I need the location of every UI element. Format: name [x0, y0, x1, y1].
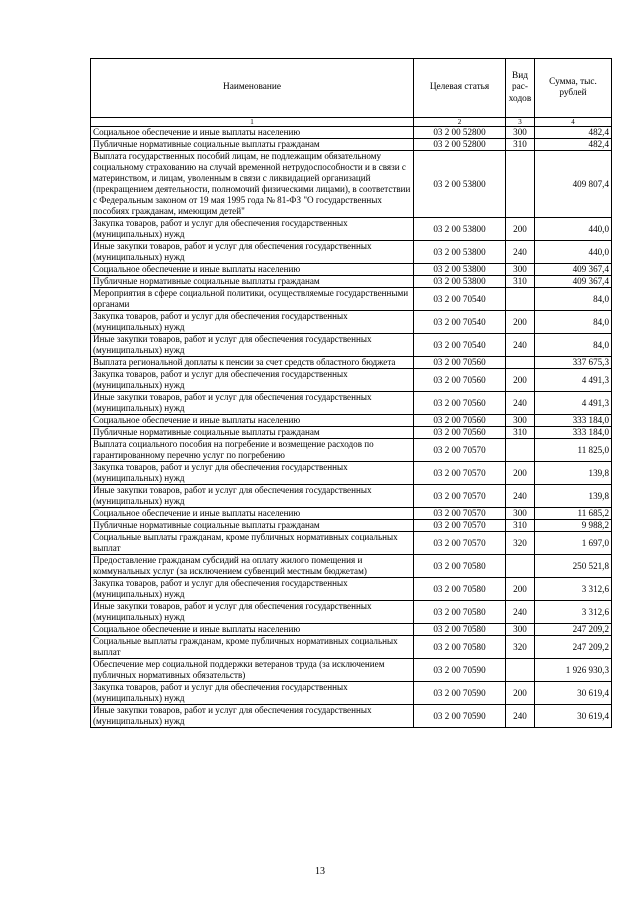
- row-sum: 84,0: [535, 311, 612, 334]
- header-sum: Сумма, тыс. рублей: [535, 59, 612, 118]
- table-row: [91, 508, 612, 520]
- table-row: [91, 276, 612, 288]
- row-code: 03 2 00 70570: [414, 508, 506, 520]
- row-sum: 333 184,0: [535, 427, 612, 439]
- row-name: Социальное обеспечение и иные выплаты населению: [91, 415, 414, 427]
- row-type: 200: [506, 369, 535, 392]
- row-code: 03 2 00 70560: [414, 392, 506, 415]
- row-code: 03 2 00 70580: [414, 555, 506, 578]
- table-row: [91, 555, 612, 578]
- row-type: 240: [506, 601, 535, 624]
- row-name: Публичные нормативные социальные выплаты гражданам: [91, 427, 414, 439]
- row-name: Предоставление гражданам субсидий на оплату жилого помещения и коммунальных услуг (за исключением субвенций местным бюджетам): [91, 555, 414, 578]
- row-code: 03 2 00 53800: [414, 151, 506, 218]
- row-name: Выплата государственных пособий лицам, не подлежащим обязательному социальному страхованию на случай временной нетрудоспособности и в связи с материнством, и лицам, уволенным в связи с ликвидацией организаций (прекращением деятельности, полномочий физическими лицами), в соответствии с Федеральным законом от 19 мая 1995 года № 81-ФЗ "О государственных пособиях гражданам, имеющим детей": [91, 151, 414, 218]
- row-sum: 11 825,0: [535, 439, 612, 462]
- table-row: [91, 311, 612, 334]
- row-sum: 482,4: [535, 127, 612, 139]
- row-sum: 4 491,3: [535, 392, 612, 415]
- table-row: [91, 218, 612, 241]
- table-row: [91, 139, 612, 151]
- column-number-row: [91, 118, 612, 127]
- row-code: 03 2 00 70540: [414, 311, 506, 334]
- row-name: Иные закупки товаров, работ и услуг для обеспечения государственных (муниципальных) нужд: [91, 601, 414, 624]
- row-name: Мероприятия в сфере социальной политики, осуществляемые государственными органами: [91, 288, 414, 311]
- row-code: 03 2 00 53800: [414, 218, 506, 241]
- row-sum: 84,0: [535, 334, 612, 357]
- table-row: [91, 357, 612, 369]
- row-type: 200: [506, 578, 535, 601]
- row-name: Социальные выплаты гражданам, кроме публичных нормативных социальных выплат: [91, 636, 414, 659]
- row-name: Иные закупки товаров, работ и услуг для обеспечения государственных (муниципальных) нужд: [91, 334, 414, 357]
- row-code: 03 2 00 70540: [414, 334, 506, 357]
- table-row: [91, 659, 612, 682]
- row-sum: 30 619,4: [535, 682, 612, 705]
- row-type: 240: [506, 334, 535, 357]
- table-row: [91, 636, 612, 659]
- row-code: 03 2 00 70560: [414, 415, 506, 427]
- table-row: [91, 624, 612, 636]
- row-sum: 4 491,3: [535, 369, 612, 392]
- row-type: 300: [506, 264, 535, 276]
- row-type: 300: [506, 508, 535, 520]
- table-header: [91, 59, 612, 127]
- row-sum: 139,8: [535, 485, 612, 508]
- row-code: 03 2 00 70590: [414, 682, 506, 705]
- row-code: 03 2 00 70580: [414, 624, 506, 636]
- row-name: Социальное обеспечение и иные выплаты населению: [91, 508, 414, 520]
- row-type: 240: [506, 485, 535, 508]
- row-type: 320: [506, 636, 535, 659]
- table-row: [91, 415, 612, 427]
- row-name: Публичные нормативные социальные выплаты гражданам: [91, 520, 414, 532]
- row-type: 300: [506, 624, 535, 636]
- row-name: Публичные нормативные социальные выплаты гражданам: [91, 276, 414, 288]
- row-code: 03 2 00 70570: [414, 439, 506, 462]
- row-type: 240: [506, 705, 535, 728]
- row-code: 03 2 00 70590: [414, 659, 506, 682]
- row-sum: 250 521,8: [535, 555, 612, 578]
- row-type: [506, 555, 535, 578]
- table-body: [91, 127, 612, 728]
- row-code: 03 2 00 70580: [414, 601, 506, 624]
- table-row: [91, 532, 612, 555]
- row-code: 03 2 00 53800: [414, 241, 506, 264]
- column-number: 1: [91, 118, 414, 127]
- column-number: 4: [535, 118, 612, 127]
- table-row: [91, 520, 612, 532]
- table-row: [91, 578, 612, 601]
- row-type: 310: [506, 139, 535, 151]
- row-sum: 482,4: [535, 139, 612, 151]
- table-row: [91, 485, 612, 508]
- table-row: [91, 682, 612, 705]
- table-row: [91, 427, 612, 439]
- row-type: 240: [506, 241, 535, 264]
- table-row: [91, 264, 612, 276]
- row-name: Иные закупки товаров, работ и услуг для обеспечения государственных (муниципальных) нужд: [91, 485, 414, 508]
- row-type: 310: [506, 427, 535, 439]
- row-code: 03 2 00 70540: [414, 288, 506, 311]
- table-row: [91, 705, 612, 728]
- row-sum: 1 697,0: [535, 532, 612, 555]
- row-sum: 247 209,2: [535, 636, 612, 659]
- row-sum: 30 619,4: [535, 705, 612, 728]
- table-row: [91, 369, 612, 392]
- table-row: [91, 462, 612, 485]
- row-sum: 84,0: [535, 288, 612, 311]
- table-row: [91, 334, 612, 357]
- row-code: 03 2 00 70580: [414, 578, 506, 601]
- row-name: Социальное обеспечение и иные выплаты населению: [91, 624, 414, 636]
- row-sum: 337 675,3: [535, 357, 612, 369]
- row-sum: 440,0: [535, 218, 612, 241]
- row-sum: 440,0: [535, 241, 612, 264]
- row-sum: 11 685,2: [535, 508, 612, 520]
- row-code: 03 2 00 70560: [414, 357, 506, 369]
- column-number: 2: [414, 118, 506, 127]
- table-row: [91, 127, 612, 139]
- row-name: Выплата региональной доплаты к пенсии за счет средств областного бюджета: [91, 357, 414, 369]
- row-type: 200: [506, 311, 535, 334]
- table-row: [91, 241, 612, 264]
- row-code: 03 2 00 52800: [414, 139, 506, 151]
- table-row: [91, 439, 612, 462]
- row-name: Закупка товаров, работ и услуг для обеспечения государственных (муниципальных) нужд: [91, 682, 414, 705]
- row-sum: 409 367,4: [535, 264, 612, 276]
- row-type: 320: [506, 532, 535, 555]
- row-sum: 409 807,4: [535, 151, 612, 218]
- row-type: 200: [506, 218, 535, 241]
- row-type: 300: [506, 415, 535, 427]
- row-code: 03 2 00 52800: [414, 127, 506, 139]
- row-sum: 139,8: [535, 462, 612, 485]
- row-code: 03 2 00 70570: [414, 462, 506, 485]
- row-name: Закупка товаров, работ и услуг для обеспечения государственных (муниципальных) нужд: [91, 462, 414, 485]
- row-type: 310: [506, 276, 535, 288]
- row-sum: 1 926 930,3: [535, 659, 612, 682]
- row-sum: 333 184,0: [535, 415, 612, 427]
- row-name: Социальное обеспечение и иные выплаты населению: [91, 127, 414, 139]
- table-row: [91, 288, 612, 311]
- row-type: [506, 439, 535, 462]
- budget-table: [90, 58, 612, 728]
- row-type: 200: [506, 462, 535, 485]
- row-type: [506, 659, 535, 682]
- row-name: Закупка товаров, работ и услуг для обеспечения государственных (муниципальных) нужд: [91, 311, 414, 334]
- row-code: 03 2 00 53800: [414, 264, 506, 276]
- header-row: [91, 59, 612, 118]
- row-type: 310: [506, 520, 535, 532]
- row-code: 03 2 00 53800: [414, 276, 506, 288]
- row-code: 03 2 00 70570: [414, 485, 506, 508]
- page-number: 13: [315, 866, 325, 877]
- row-type: [506, 288, 535, 311]
- row-code: 03 2 00 70590: [414, 705, 506, 728]
- column-number: 3: [506, 118, 535, 127]
- header-name: Наименование: [91, 59, 414, 118]
- row-name: Иные закупки товаров, работ и услуг для обеспечения государственных (муниципальных) нужд: [91, 705, 414, 728]
- row-code: 03 2 00 70580: [414, 636, 506, 659]
- row-type: [506, 357, 535, 369]
- row-name: Публичные нормативные социальные выплаты гражданам: [91, 139, 414, 151]
- row-type: 300: [506, 127, 535, 139]
- row-name: Иные закупки товаров, работ и услуг для обеспечения государственных (муниципальных) нужд: [91, 241, 414, 264]
- row-name: Закупка товаров, работ и услуг для обеспечения государственных (муниципальных) нужд: [91, 369, 414, 392]
- row-code: 03 2 00 70570: [414, 520, 506, 532]
- row-sum: 3 312,6: [535, 578, 612, 601]
- row-code: 03 2 00 70570: [414, 532, 506, 555]
- header-type: Вид рас-ходов: [506, 59, 535, 118]
- row-code: 03 2 00 70560: [414, 369, 506, 392]
- row-name: Выплата социального пособия на погребение и возмещение расходов по гарантированному перечню услуг по погребению: [91, 439, 414, 462]
- row-type: 200: [506, 682, 535, 705]
- row-sum: 247 209,2: [535, 624, 612, 636]
- row-type: 240: [506, 392, 535, 415]
- table-row: [91, 151, 612, 218]
- row-name: Социальное обеспечение и иные выплаты населению: [91, 264, 414, 276]
- row-name: Иные закупки товаров, работ и услуг для обеспечения государственных (муниципальных) нужд: [91, 392, 414, 415]
- table-row: [91, 392, 612, 415]
- row-name: Закупка товаров, работ и услуг для обеспечения государственных (муниципальных) нужд: [91, 578, 414, 601]
- row-sum: 409 367,4: [535, 276, 612, 288]
- row-name: Обеспечение мер социальной поддержки ветеранов труда (за исключением публичных нормативных обязательств): [91, 659, 414, 682]
- row-name: Закупка товаров, работ и услуг для обеспечения государственных (муниципальных) нужд: [91, 218, 414, 241]
- row-name: Социальные выплаты гражданам, кроме публичных нормативных социальных выплат: [91, 532, 414, 555]
- table-row: [91, 601, 612, 624]
- row-sum: 3 312,6: [535, 601, 612, 624]
- row-sum: 9 988,2: [535, 520, 612, 532]
- row-type: [506, 151, 535, 218]
- row-code: 03 2 00 70560: [414, 427, 506, 439]
- header-code: Целевая статья: [414, 59, 506, 118]
